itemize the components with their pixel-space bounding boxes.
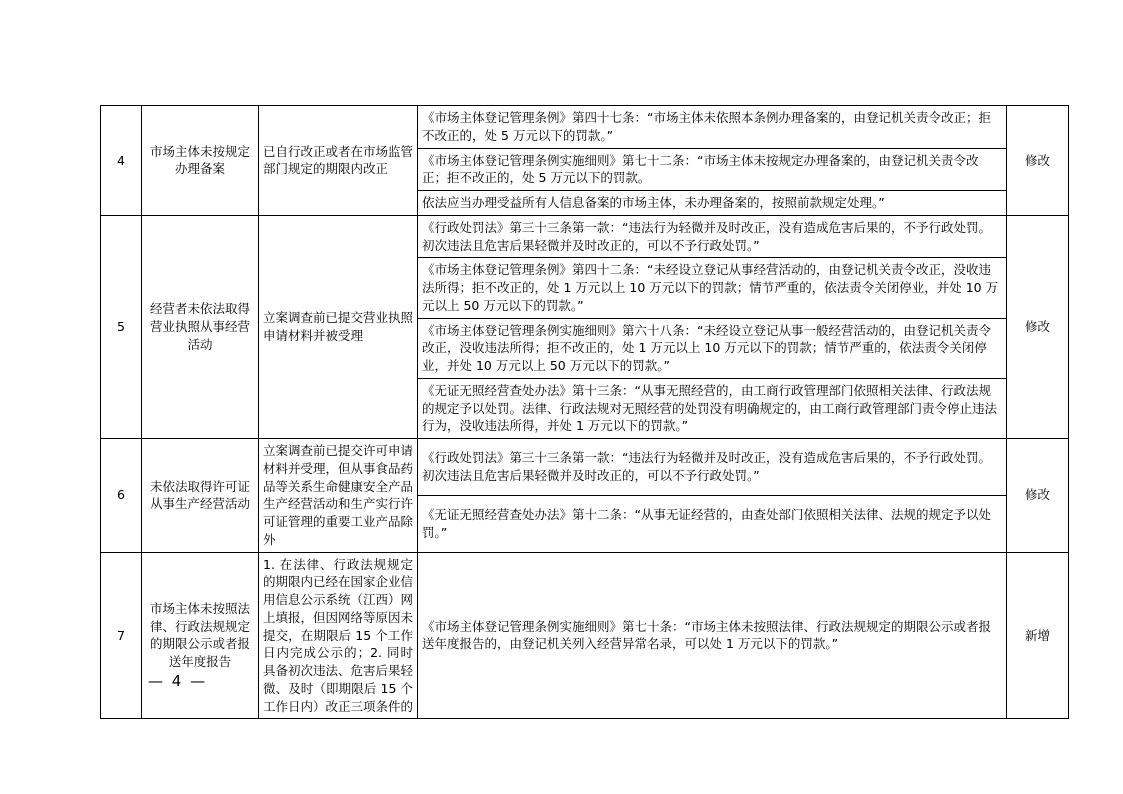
condition-cell: 立案调查前已提交许可申请材料并受理，但从事食品药品等关系生命健康安全产品生产经营活动和生产实行许可证管理的重要工业产品除外: [259, 439, 418, 553]
row-number-cell: 7: [101, 552, 142, 719]
change-type-cell: 新增: [1007, 552, 1069, 719]
row-number-cell: 4: [101, 106, 142, 216]
legal-basis-cell: 《行政处罚法》第三十三条第一款：“违法行为轻微并及时改正，没有造成危害后果的，不予行政处罚。初次违法且危害后果轻微并及时改正的，可以不予行政处罚。”: [418, 215, 1007, 258]
legal-basis-cell: 《市场主体登记管理条例实施细则》第六十八条：“未经设立登记从事一般经营活动的，由登记机关责令改正，没收违法所得；拒不改正的，处 1 万元以上 10 万元以下的罚款；情节严重的，依法责令关闭停业，并处 10 万元以上 50 万元以下的罚款。”: [418, 318, 1007, 378]
row-number-cell: 5: [101, 215, 142, 438]
table-row: [101, 439, 1069, 496]
table-row: [101, 552, 1069, 719]
violation-item-cell: 市场主体未按照法律、行政法规规定的期限公示或者报送年度报告: [142, 552, 259, 719]
table-row: [101, 106, 1069, 149]
legal-basis-cell: 《无证无照经营查处办法》第十二条：“从事无证经营的，由查处部门依照相关法律、法规的规定予以处罚。”: [418, 495, 1007, 552]
legal-basis-cell: 《市场主体登记管理条例实施细则》第七十条：“市场主体未按照法律、行政法规规定的期限公示或者报送年度报告的，由登记机关列入经营异常名录，可以处 1 万元以下的罚款。”: [418, 552, 1007, 719]
legal-basis-cell: 《行政处罚法》第三十三条第一款：“违法行为轻微并及时改正，没有造成危害后果的，不予行政处罚。初次违法且危害后果轻微并及时改正的，可以不予行政处罚。”: [418, 439, 1007, 496]
violation-item-cell: 经营者未依法取得营业执照从事经营活动: [142, 215, 259, 438]
condition-cell: 立案调查前已提交营业执照申请材料并被受理: [259, 215, 418, 438]
change-type-cell: 修改: [1007, 215, 1069, 438]
change-type-cell: 修改: [1007, 106, 1069, 216]
penalty-discretion-table: [100, 105, 1069, 719]
legal-basis-cell: 《无证无照经营查处办法》第十三条：“从事无照经营的，由工商行政管理部门依照相关法律、行政法规的规定予以处罚。法律、行政法规对无照经营的处罚没有明确规定的，由工商行政管理部门责令停止违法行为，没收违法所得，并处 1 万元以下的罚款。”: [418, 378, 1007, 438]
row-number-cell: 6: [101, 439, 142, 553]
page-number: — 4 —: [148, 672, 208, 690]
legal-basis-cell: 《市场主体登记管理条例》第四十七条：“市场主体未依照本条例办理备案的，由登记机关责令改正；拒不改正的，处 5 万元以下的罚款。”: [418, 106, 1007, 149]
legal-basis-cell: 依法应当办理受益所有人信息备案的市场主体，未办理备案的，按照前款规定处理。”: [418, 191, 1007, 216]
legal-basis-cell: 《市场主体登记管理条例》第四十二条：“未经设立登记从事经营活动的，由登记机关责令改正，没收违法所得；拒不改正的，处 1 万元以上 10 万元以下的罚款；情节严重的，依法责令关闭停业，并处 10 万元以上 50 万元以下的罚款。”: [418, 258, 1007, 318]
table-row: [101, 215, 1069, 258]
change-type-cell: 修改: [1007, 439, 1069, 553]
violation-item-cell: 市场主体未按规定办理备案: [142, 106, 259, 216]
condition-cell: 1. 在法律、行政法规规定的期限内已经在国家企业信用信息公示系统（江西）网上填报，但因网络等原因未提交，在期限后 15 个工作日内完成公示的；2. 同时具备初次违法、危害后果轻微、及时（即期限后 15 个工作日内）改正三项条件的: [259, 552, 418, 719]
condition-cell: 已自行改正或者在市场监管部门规定的期限内改正: [259, 106, 418, 216]
violation-item-cell: 未依法取得许可证从事生产经营活动: [142, 439, 259, 553]
legal-basis-cell: 《市场主体登记管理条例实施细则》第七十二条：“市场主体未按规定办理备案的，由登记机关责令改正；拒不改正的，处 5 万元以下的罚款。: [418, 148, 1007, 191]
